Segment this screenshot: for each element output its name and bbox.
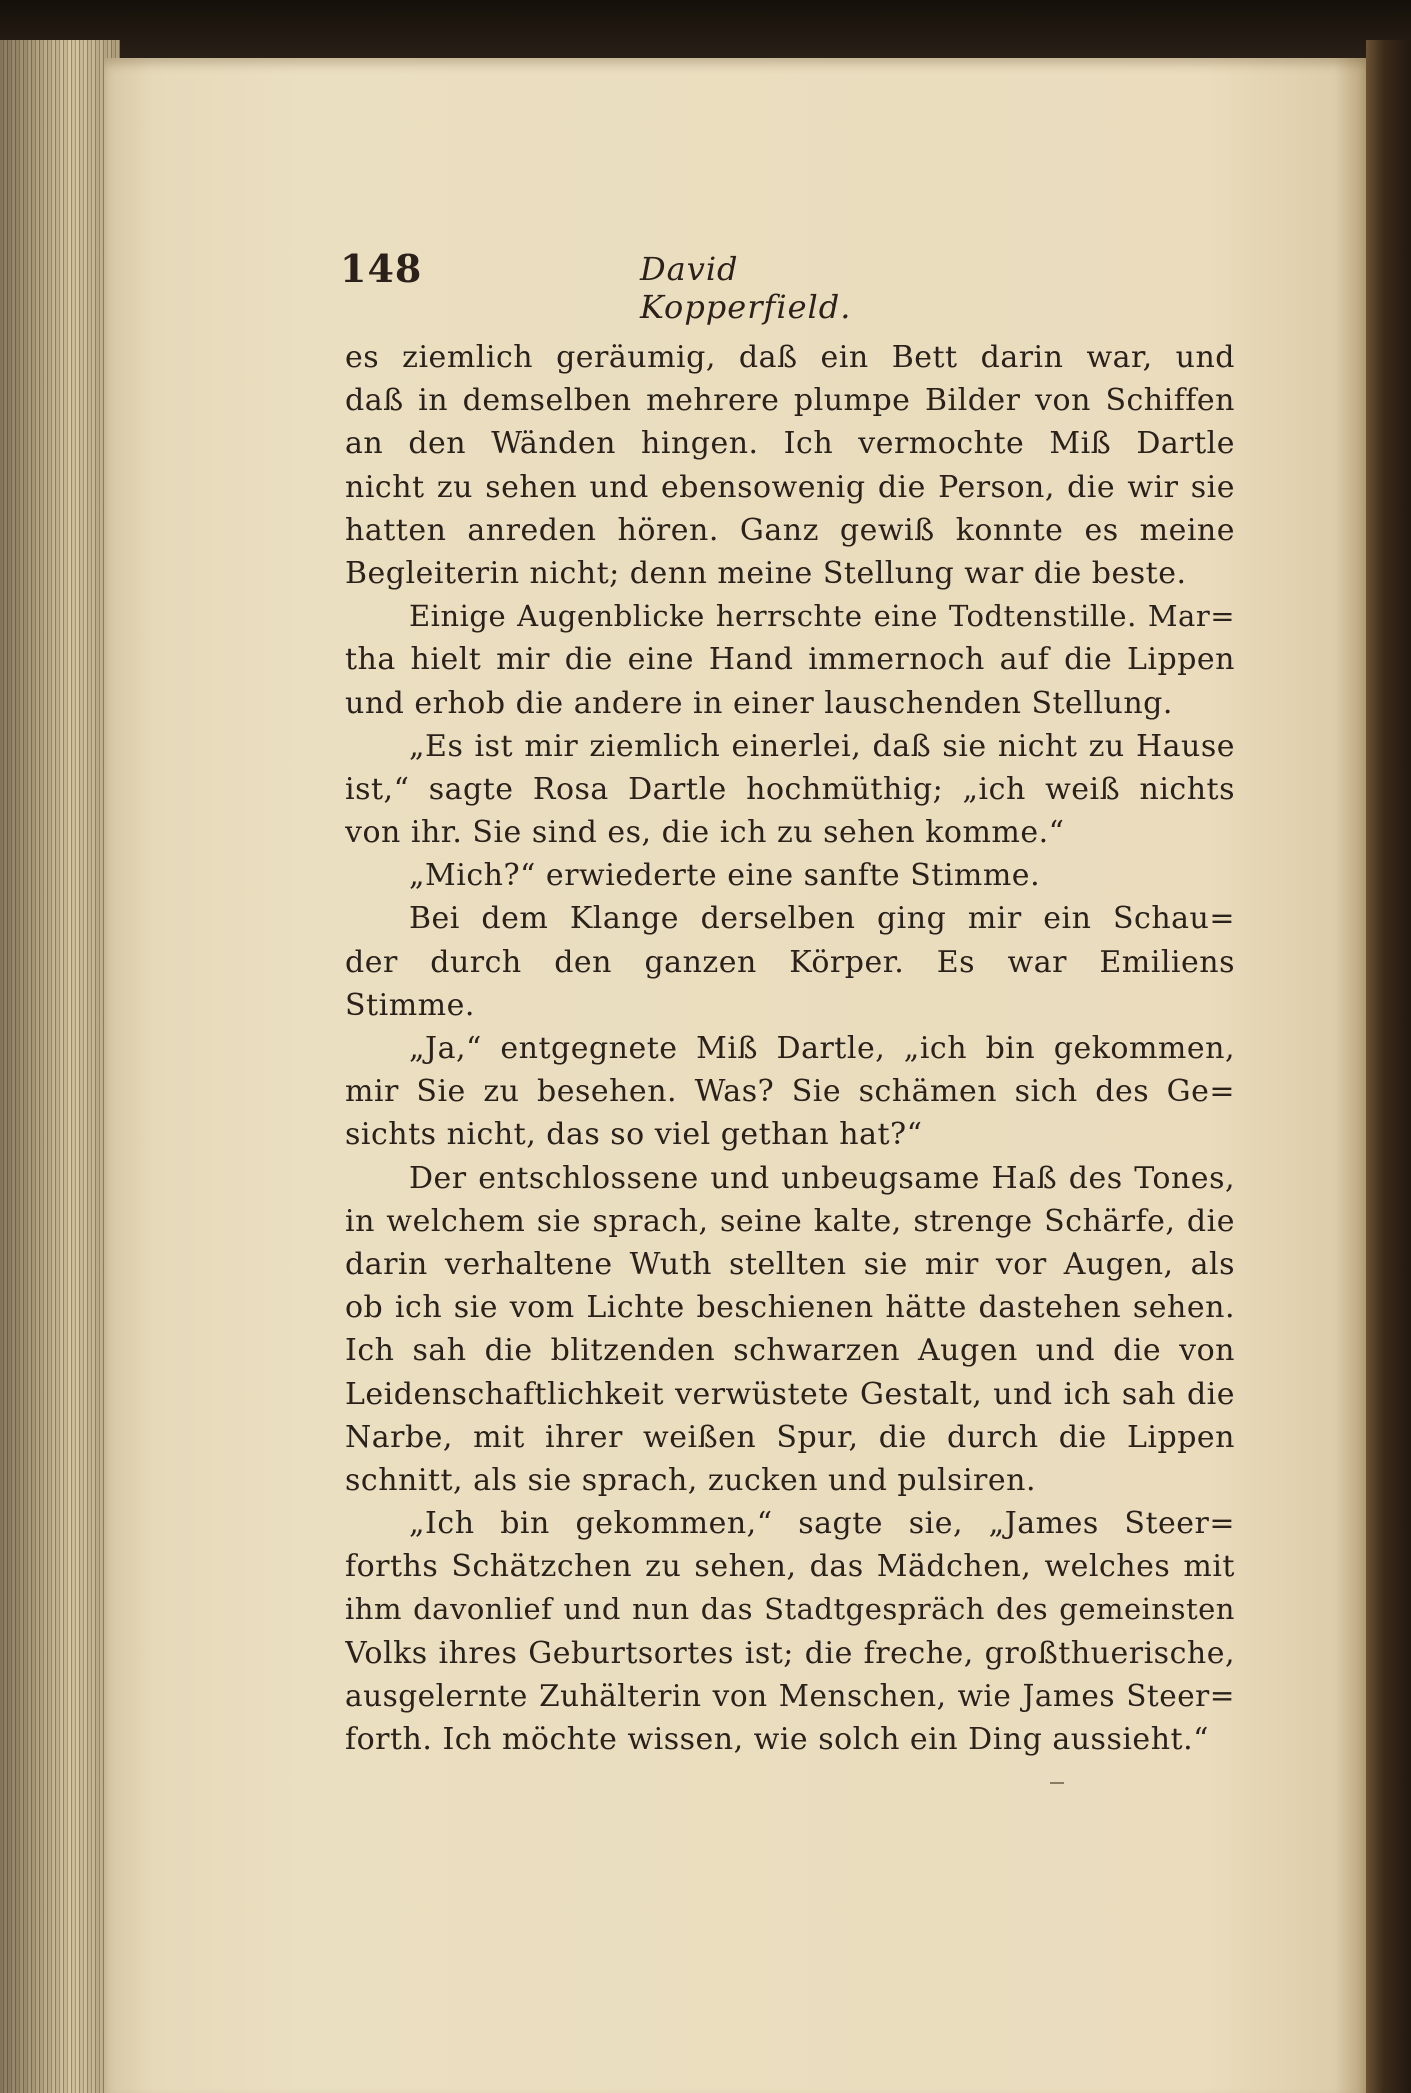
text-line: Stimme.	[345, 987, 475, 1023]
text-line: „Ja,“ entgegnete Miß Dartle, „ich bin gekommen,	[409, 1031, 1235, 1066]
text-line: ob ich sie vom Lichte beschienen hätte dastehen sehen.	[345, 1290, 1235, 1326]
text-line: daß in demselben mehrere plumpe Bilder von Schiffen	[345, 383, 1235, 419]
text-line: Narbe, mit ihrer weißen Spur, die durch die Lippen	[345, 1419, 1235, 1455]
text-line: forth. Ich möchte wissen, wie solch ein Ding aussieht.“	[345, 1722, 1209, 1757]
body-text	[345, 336, 1235, 1761]
text-line: „Mich?“ erwiederte eine sanfte Stimme.	[409, 858, 1041, 894]
text-line: Einige Augenblicke herrschte eine Todtenstille. Mar=	[409, 599, 1235, 634]
scan-background	[0, 0, 1411, 60]
text-line: sichts nicht, das so viel gethan hat?“	[345, 1117, 923, 1153]
text-line: es ziemlich geräumig, daß ein Bett darin war, und	[345, 340, 1235, 375]
text-line: hatten anreden hören. Ganz gewiß konnte es meine	[345, 512, 1235, 548]
text-line: Ich sah die blitzenden schwarzen Augen und die von	[345, 1333, 1235, 1369]
page-header	[340, 246, 920, 326]
page-number: 148	[340, 246, 423, 291]
text-line: der durch den ganzen Körper. Es war Emiliens	[345, 944, 1235, 980]
text-line: Der entschlossene und unbeugsame Haß des Tones,	[409, 1160, 1235, 1196]
text-line: nicht zu sehen und ebensowenig die Person, die wir sie	[345, 469, 1235, 505]
text-line: mir Sie zu besehen. Was? Sie schämen sich des Ge=	[345, 1074, 1235, 1110]
text-line: ist,“ sagte Rosa Dartle hochmüthig; „ich weiß nichts	[345, 771, 1235, 807]
text-line: und erhob die andere in einer lauschenden Stellung.	[345, 685, 1173, 721]
text-line: „Es ist mir ziemlich einerlei, daß sie nicht zu Hause	[409, 728, 1235, 764]
text-line: „Ich bin gekommen,“ sagte sie, „James Steer=	[409, 1506, 1235, 1542]
text-line: ausgelernte Zuhälterin von Menschen, wie James Steer=	[345, 1678, 1235, 1713]
text-line: Volks ihres Geburtsortes ist; die freche, großthuerische,	[345, 1635, 1235, 1671]
text-line: ihm davonlief und nun das Stadtgespräch des gemeinsten	[345, 1592, 1235, 1627]
text-line: von ihr. Sie sind es, die ich zu sehen komme.“	[345, 815, 1065, 851]
page-mark	[1050, 1782, 1064, 1784]
text-line: tha hielt mir die eine Hand immernoch auf die Lippen	[345, 642, 1235, 678]
text-line: in welchem sie sprach, seine kalte, strenge Schärfe, die	[345, 1203, 1235, 1239]
text-line: Begleiterin nicht; denn meine Stellung war die beste.	[345, 555, 1187, 591]
text-line: darin verhaltene Wuth stellten sie mir vor Augen, als	[345, 1246, 1235, 1282]
text-line: Bei dem Klange derselben ging mir ein Schau=	[409, 901, 1235, 937]
text-line: Leidenschaftlichkeit verwüstete Gestalt, und ich sah die	[345, 1376, 1235, 1412]
running-head: David Kopperfield.	[640, 250, 852, 326]
page-edges-shadow	[0, 40, 120, 2093]
text-line: an den Wänden hingen. Ich vermochte Miß Dartle	[345, 426, 1235, 462]
text-line: schnitt, als sie sprach, zucken und pulsiren.	[345, 1462, 1036, 1498]
text-line: forths Schätzchen zu sehen, das Mädchen, welches mit	[345, 1549, 1235, 1585]
book-cover-edge	[1366, 40, 1411, 2093]
